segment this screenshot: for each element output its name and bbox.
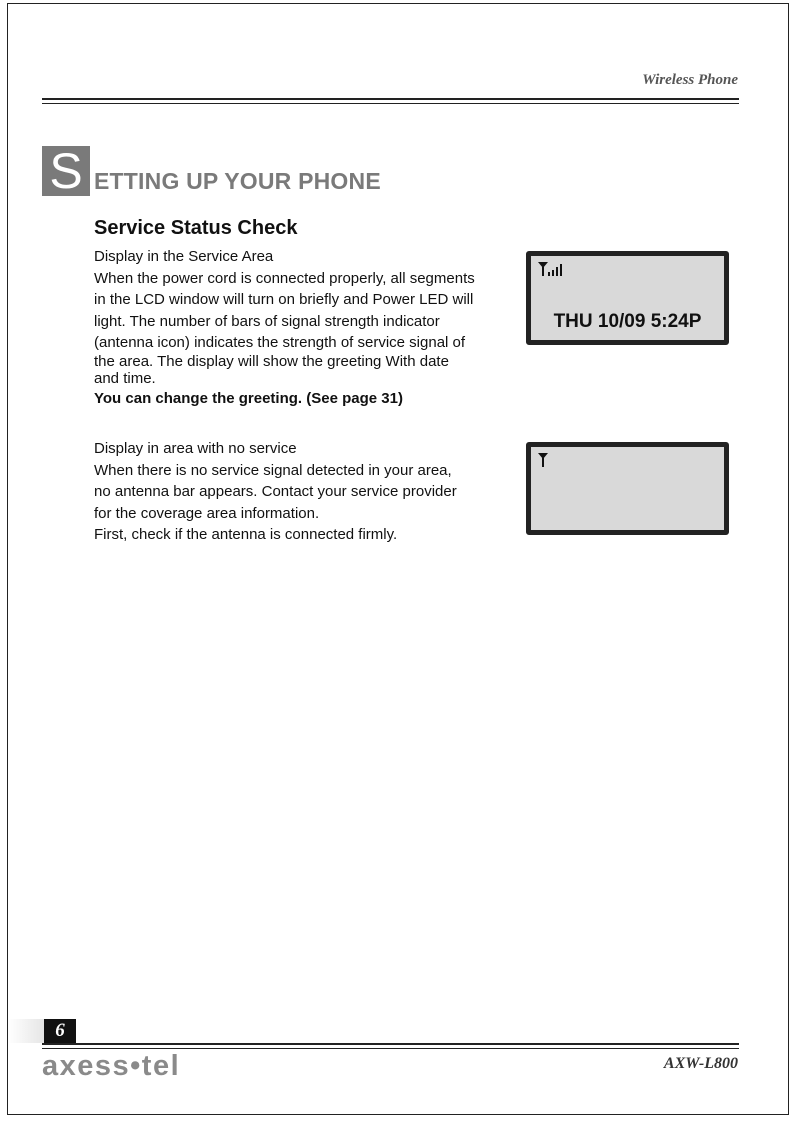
header-rule [42,98,739,100]
lcd-display-no-service [526,442,729,535]
text-line: no antenna bar appears. Contact your service provider [94,483,457,500]
text-line: for the coverage area information. [94,504,320,522]
section-title-text: ETTING UP YOUR PHONE [94,168,381,194]
page-number: 6 [44,1019,76,1043]
lcd-display-in-service [526,251,729,345]
text-line: light. The number of bars of signal strength indicator [94,312,440,330]
service-area-text [94,246,509,410]
text-line: When there is no service signal detected in your area, [94,461,452,479]
text-line: in the LCD window will turn on briefly and Power LED will [94,291,474,308]
lcd-date-time: THU 10/09 5:24P [553,311,702,332]
running-header: Wireless Phone [642,72,738,88]
header-rule-thin [42,103,739,104]
text-line: (antenna icon) indicates the strength of service signal of [94,334,466,351]
no-service-text [94,438,509,546]
subheading: Service Status Check [94,217,298,239]
footer-rule-thin [42,1048,739,1049]
drop-letter: S [42,146,90,196]
brand-logo: axess•tel [42,1050,181,1082]
text-line: Display in area with no service [94,440,297,457]
greeting-note: You can change the greeting. (See page 31) [94,389,403,407]
text-line: First, check if the antenna is connected firmly. [94,526,398,543]
text-line: the area. The display will show the greeting With date [94,352,449,370]
footer-rule [42,1043,739,1045]
antenna-signal-full-icon [537,261,565,282]
text-line: When the power cord is connected properly, all segments [94,269,475,287]
text-line: and time. [94,369,156,387]
antenna-no-signal-icon [537,452,551,473]
text-line: Display in the Service Area [94,248,274,265]
model-number: AXW-L800 [663,1055,738,1072]
